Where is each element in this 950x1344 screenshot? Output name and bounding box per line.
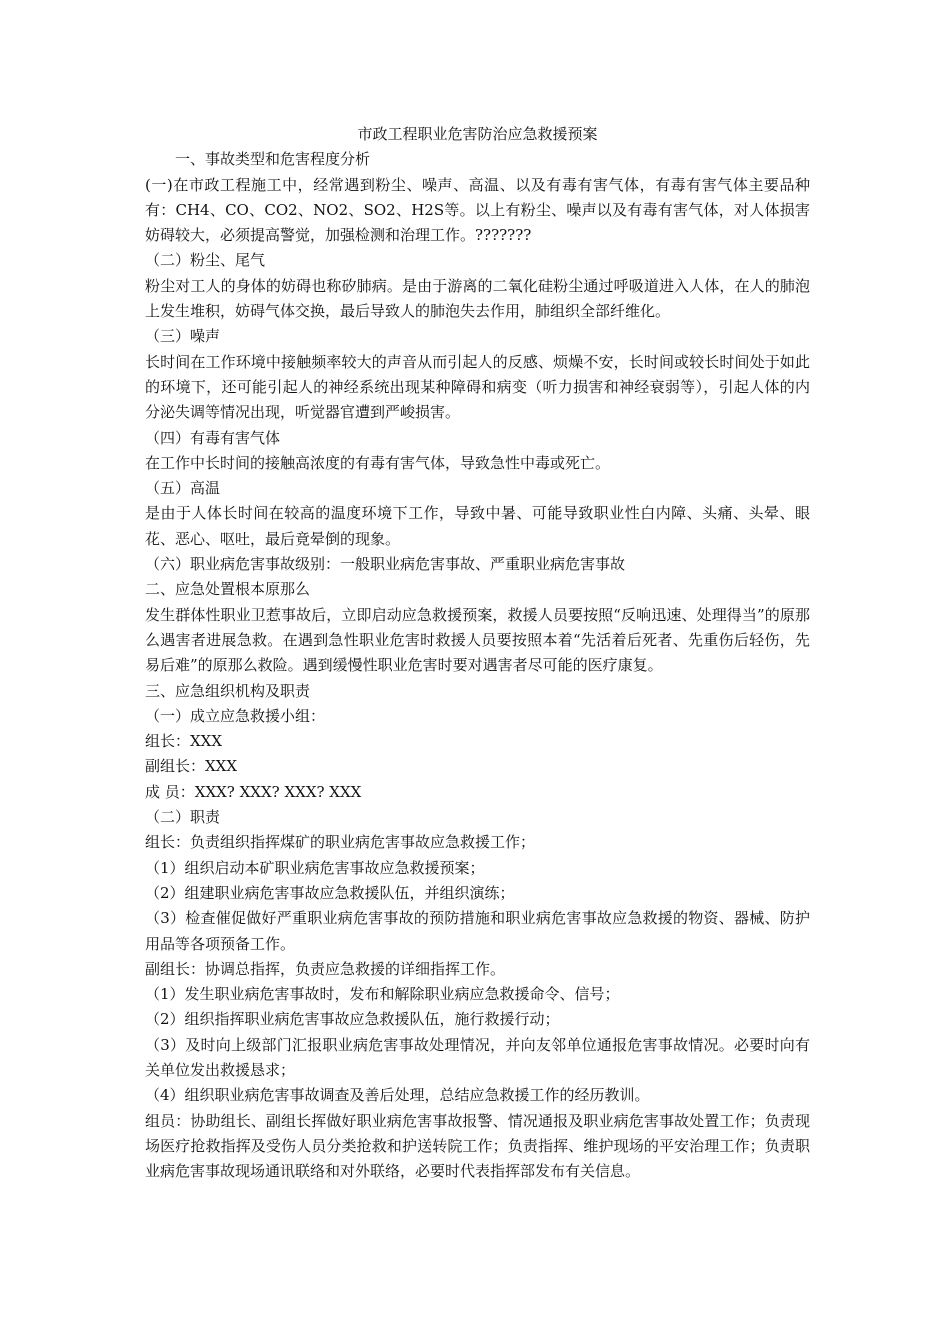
paragraph: （2）组织指挥职业病危害事故应急救援队伍，施行救援行动；: [145, 1010, 560, 1029]
paragraph: 发生群体性职业卫惹事故后，立即启动应急救援预案，救援人员要按照“反响迅速、处理得当”的原那么遇害者进展急救。在遇到急性职业危害时救援人员要按照本着“先活着后死者、先重伤后轻伤，先易后难”的原那么救险。遇到缓慢性职业危害时要对遇害者尽可能的医疗康复。: [145, 605, 810, 675]
paragraph-list: [145, 147, 810, 1184]
paragraph: 二、应急处置根本原那么: [145, 580, 311, 599]
paragraph: （四）有毒有害气体: [145, 428, 281, 447]
paragraph: 粉尘对工人的身体的妨碍也称矽肺病。是由于游离的二氧化硅粉尘通过呼吸道进入人体，在人的肺泡上发生堆积，妨碍气体交换，最后导致人的肺泡失去作用，肺组织全部纤维化。: [145, 276, 810, 321]
paragraph: （二）粉尘、尾气: [145, 251, 266, 270]
paragraph: （3）及时向上级部门汇报职业病危害事故处理情况，并向友邻单位通报危害事故情况。必要时向有关单位发出救援恳求；: [145, 1035, 810, 1079]
paragraph: （五）高温: [145, 479, 221, 498]
section-heading: 一、事故类型和危害程度分析: [175, 150, 371, 169]
paragraph: （4）组织职业病危害事故调查及善后处理，总结应急救援工作的经历教训。: [145, 1086, 650, 1105]
paragraph: （六）职业病危害事故级别：一般职业病危害事故、严重职业病危害事故: [145, 555, 626, 574]
paragraph: 在工作中长时间的接触高浓度的有毒有害气体，导致急性中毒或死亡。: [145, 453, 611, 472]
paragraph: （一）成立应急救援小组：: [145, 706, 326, 725]
paragraph: 组员：协助组长、副组长挥做好职业病危害事故报警、情况通报及职业病危害事故处置工作；负责现场医疗抢救指挥及受伤人员分类抢救和护送转院工作；负责指挥、维护现场的平安治理工作；负责职业病危害事故现场通讯联络和对外联络，必要时代表指挥部发布有关信息。: [145, 1111, 810, 1181]
paragraph: （二）职责: [145, 808, 221, 827]
paragraph: （1）发生职业病危害事故时，发布和解除职业病应急救援命令、信号；: [145, 985, 620, 1004]
paragraph: （1）组织启动本矿职业病危害事故应急救援预案；: [145, 858, 485, 877]
document-title: 市政工程职业危害防治应急救援预案: [357, 125, 598, 143]
paragraph: 组长：负责组织指挥煤矿的职业病危害事故应急救援工作；: [145, 833, 536, 852]
paragraph: 副组长：协调总指挥，负责应急救援的详细指挥工作。: [145, 959, 506, 978]
paragraph: (一)在市政工程施工中，经常遇到粉尘、噪声、高温、以及有毒有害气体，有毒有害气体主要品种有：CH4、CO、CO2、NO2、SO2、H2S等。以上有粉尘、噪声以及有毒有害气体，对人体损害妨碍较大，必须提高警觉，加强检测和治理工作。???????: [145, 175, 810, 245]
paragraph: 副组长：XXX: [145, 757, 238, 776]
paragraph: 长时间在工作环境中接触频率较大的声音从而引起人的反感、烦燥不安，长时间或较长时间处于如此的环境下，还可能引起人的神经系统出现某种障碍和病变（听力损害和神经衰弱等），引起人体的内分泌失调等情况出现，听觉器官遭到严峻损害。: [145, 352, 810, 422]
paragraph: （三）噪声: [145, 327, 221, 346]
paragraph: 三、应急组织机构及职责: [145, 681, 311, 700]
paragraph: 是由于人体长时间在较高的温度环境下工作，导致中暑、可能导致职业性白内障、头痛、头晕、眼花、恶心、呕吐，最后竟晕倒的现象。: [145, 504, 810, 548]
paragraph: （2）组建职业病危害事故应急救援队伍，并组织演练；: [145, 883, 515, 902]
paragraph: 组长：XXX: [145, 732, 223, 751]
paragraph: 成 员：XXX? XXX? XXX? XXX: [145, 782, 362, 801]
paragraph: （3）检查催促做好严重职业病危害事故的预防措施和职业病危害事故应急救援的物资、器械、防护用品等各项预备工作。: [145, 909, 810, 953]
document-body: [145, 122, 810, 1184]
